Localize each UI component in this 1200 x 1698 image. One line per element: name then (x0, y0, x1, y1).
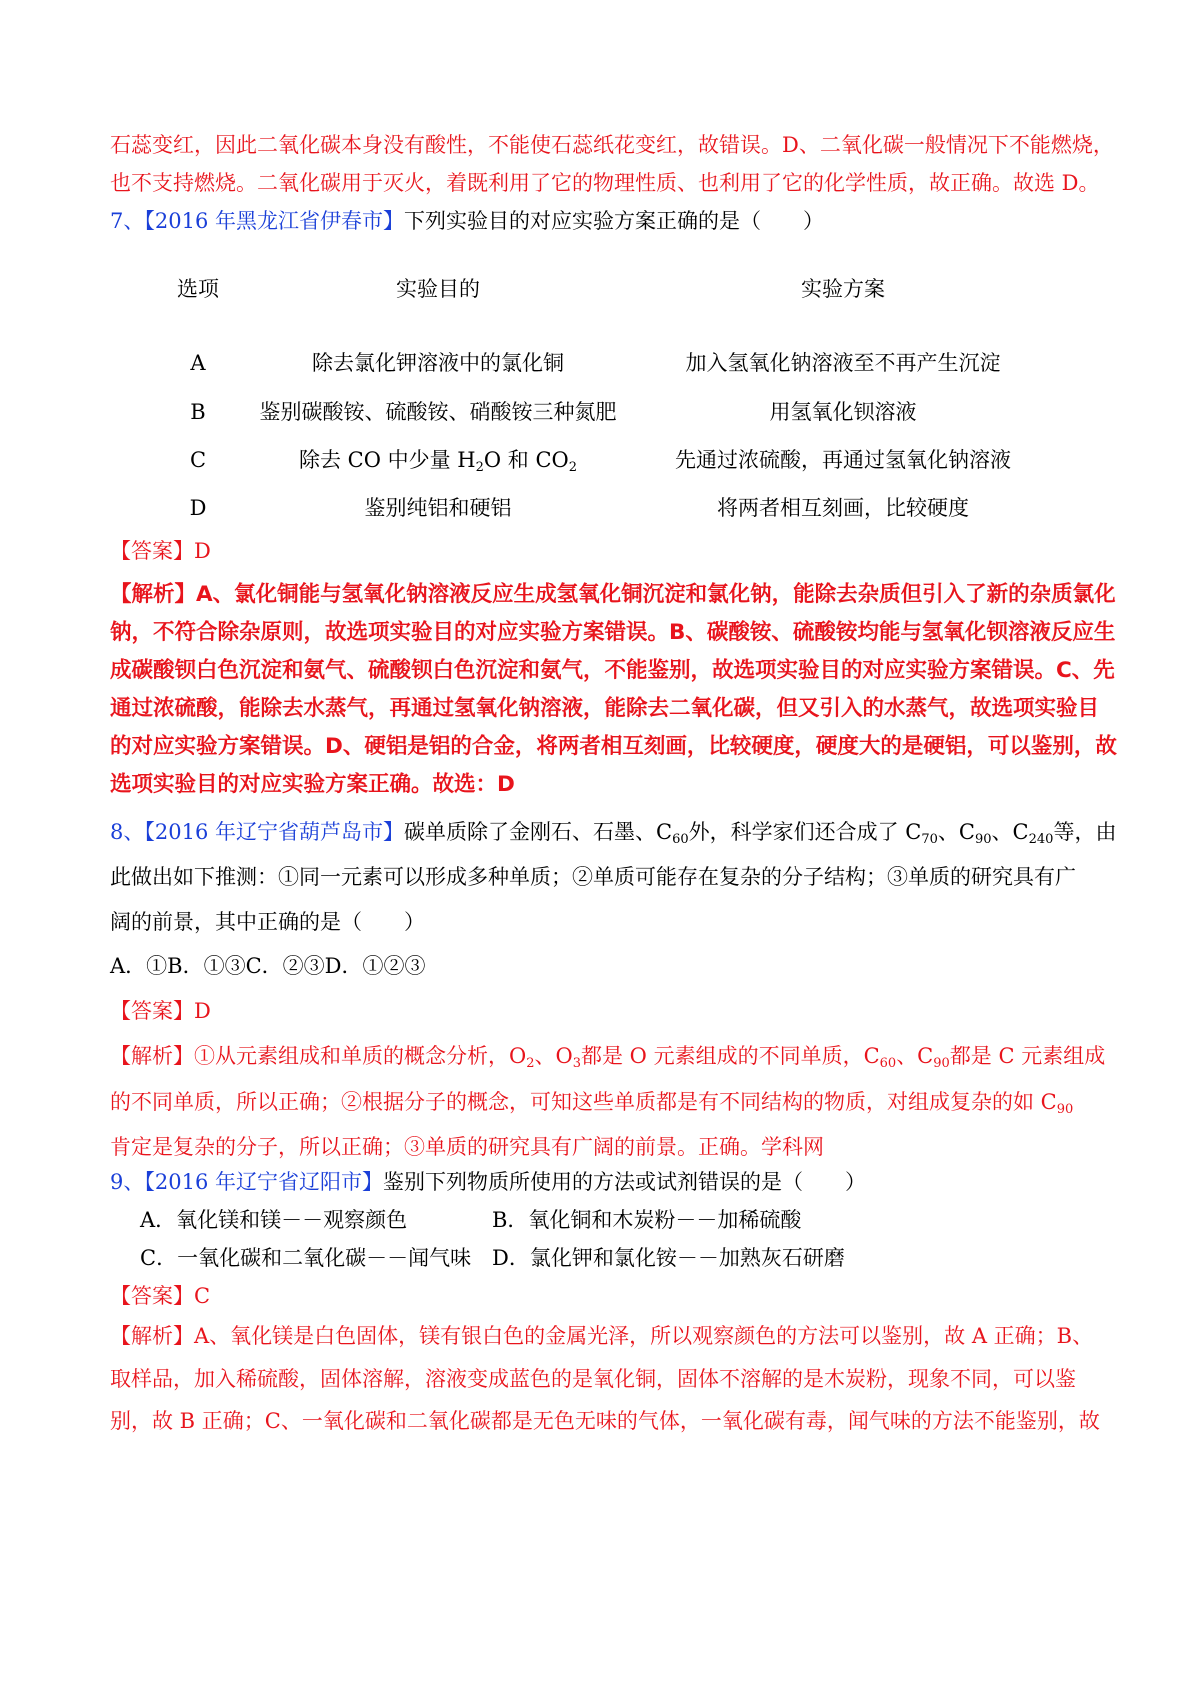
q9-question: 鉴别下列物质所使用的方法或试剂错误的是（ ） (383, 1170, 866, 1194)
table-row-b-plan: 用氢氧化钡溶液 (769, 400, 917, 424)
q8-number: 8、 (110, 820, 145, 844)
table-header-option: 选项 (177, 277, 219, 301)
q7-analysis-line: 通过浓硫酸，能除去水蒸气，再通过氢氧化钠溶液，能除去二氧化碳，但又引入的水蒸气，故选项实验目 (110, 696, 1100, 721)
q9-analysis-line: 【解析】A、氧化镁是白色固体，镁有银白色的金属光泽，所以观察颜色的方法可以鉴别，故 A 正确；B、 (110, 1324, 1094, 1348)
q9-source: 【2016 年辽宁省辽阳市】 (144, 1170, 383, 1194)
q7-answer: 【答案】D (110, 539, 211, 563)
q8-analysis-line: 的不同单质，所以正确；②根据分子的概念，可知这些单质都是有不同结构的物质，对组成复杂的如 $C_{90}$ (110, 1090, 1074, 1117)
intro-line-1: 石蕊变红，因此二氧化碳本身没有酸性，不能使石蕊纸花变红，故错误。D、二氧化碳一般情况下不能燃烧， (110, 133, 1114, 157)
q7-source: 【2016 年黑龙江省伊春市】 (144, 209, 404, 233)
table-header-purpose: 实验目的 (396, 277, 480, 301)
intro-line-2: 也不支持燃烧。二氧化碳用于灭火，着既利用了它的物理性质、也利用了它的化学性质，故正确。故选 D。 (110, 171, 1100, 195)
q9-option-c: C．一氧化碳和二氧化碳－－闻气味 (140, 1246, 472, 1270)
q7-question: 下列实验目的对应实验方案正确的是（ ） (404, 209, 824, 233)
q8-analysis-line: 肯定是复杂的分子，所以正确；③单质的研究具有广阔的前景。正确。学科网 (110, 1135, 824, 1159)
table-row-c-plan: 先通过浓硫酸，再通过氢氧化钠溶液 (675, 448, 1011, 472)
q9-number: 9、 (110, 1170, 145, 1194)
q7-analysis-line: 钠，不符合除杂原则，故选项实验目的对应实验方案错误。B、碳酸铵、硫酸铵均能与氢氧化钡溶液反应生 (110, 620, 1116, 645)
q8-stem-line-2: 此做出如下推测：①同一元素可以形成多种单质；②单质可能存在复杂的分子结构；③单质的研究具有广 (110, 865, 1076, 889)
table-row-c-purpose: 除去 CO 中少量 $H_2O$ 和 $CO_2$ (298, 448, 578, 475)
q8-stem: 8、【2016 年辽宁省葫芦岛市】碳单质除了金刚石、石墨、$C_{60}$外，科学家们还合成了 $C_{70}$、$C_{90}$、$C_{240}$等，由 (110, 820, 1117, 847)
q7-analysis-line: 成碳酸钡白色沉淀和氨气、硫酸钡白色沉淀和氨气，不能鉴别，故选项实验目的对应实验方案错误。C、先 (110, 658, 1115, 683)
q9-option-b: B．氧化铜和木炭粉－－加稀硫酸 (492, 1208, 802, 1232)
q9-stem (110, 1167, 866, 1197)
table-row-a-option: A (190, 351, 206, 375)
q8-answer: 【答案】D (110, 999, 211, 1023)
table-row-d-purpose: 鉴别纯铝和硬铝 (364, 496, 512, 520)
q8-options: A．①B．①③C．②③D．①②③ (110, 954, 426, 978)
table-row-a-plan: 加入氢氧化钠溶液至不再产生沉淀 (685, 351, 1001, 375)
table-header-plan: 实验方案 (801, 277, 885, 301)
q7-analysis-line: 【解析】A、氯化铜能与氢氧化钠溶液反应生成氢氧化铜沉淀和氯化钠，能除去杂质但引入了新的杂质氯化 (110, 582, 1116, 607)
q9-analysis-line: 取样品，加入稀硫酸，固体溶解，溶液变成蓝色的是氧化铜，固体不溶解的是木炭粉，现象不同，可以鉴 (110, 1367, 1076, 1391)
q7-number: 7、 (110, 209, 145, 233)
q9-analysis-line: 别，故 B 正确；C、一氧化碳和二氧化碳都是无色无味的气体，一氧化碳有毒，闻气味的方法不能鉴别，故 (110, 1409, 1100, 1433)
table-row-b-purpose: 鉴别碳酸铵、硫酸铵、硝酸铵三种氮肥 (259, 400, 617, 424)
q9-option-d: D．氯化钾和氯化铵－－加熟灰石研磨 (492, 1246, 845, 1270)
q8-analysis-line: 【解析】①从元素组成和单质的概念分析，$O_2$、$O_3$都是 O 元素组成的不同单质，$C_{60}$、$C_{90}$都是 C 元素组成 (110, 1044, 1106, 1071)
q7-analysis-line: 的对应实验方案错误。D、硬铝是铝的合金，将两者相互刻画，比较硬度，硬度大的是硬铝，可以鉴别，故 (110, 734, 1117, 759)
q7-stem (110, 206, 824, 236)
table-row-d-plan: 将两者相互刻画，比较硬度 (717, 496, 969, 520)
table-row-b-option: B (190, 400, 206, 424)
table-row-d-option: D (189, 496, 207, 520)
table-row-a-purpose: 除去氯化钾溶液中的氯化铜 (312, 351, 564, 375)
q9-option-a: A．氧化镁和镁－－观察颜色 (140, 1208, 408, 1232)
q8-source: 【2016 年辽宁省葫芦岛市】 (144, 820, 404, 844)
q8-stem-line-3: 阔的前景，其中正确的是（ ） (110, 910, 425, 934)
table-row-c-option: C (189, 448, 207, 472)
q7-analysis-line: 选项实验目的对应实验方案正确。故选：D (110, 772, 515, 797)
q9-answer: 【答案】C (110, 1284, 211, 1308)
